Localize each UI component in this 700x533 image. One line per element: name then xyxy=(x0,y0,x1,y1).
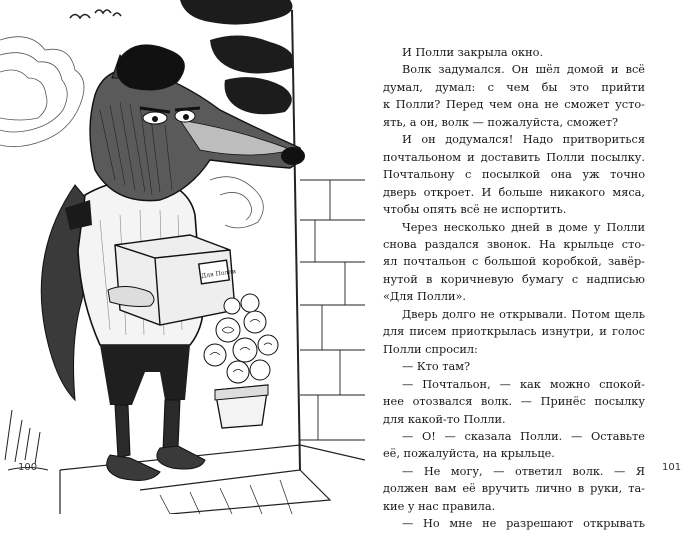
text-line: нее отозвался волк. — Принёс посылку xyxy=(383,395,645,409)
right-page-number: 101 xyxy=(662,462,682,473)
text-line: Почтальону с посылкой она уж точно xyxy=(383,168,645,182)
text-line: Через несколько дней в доме у Полли xyxy=(402,220,645,234)
text-line: для писем приоткрылась изнутри, и голос xyxy=(383,325,645,339)
text-line: снова раздался звонок. На крыльце сто- xyxy=(383,237,645,251)
parcel xyxy=(115,235,236,325)
text-line: Волк задумался. Он шёл домой и всё xyxy=(402,63,645,77)
story-text xyxy=(383,44,645,533)
text-line: должен вам её вручить лично в руки, та- xyxy=(383,482,645,496)
text-line: для какой-то Полли. xyxy=(383,412,506,426)
text-line: — О! — сказала Полли. — Оставьте xyxy=(402,429,645,443)
text-line: — Кто там? xyxy=(402,360,471,374)
grass xyxy=(5,410,48,470)
wolf-trousers xyxy=(100,345,190,405)
house-wall xyxy=(292,10,365,470)
text-line: — Почтальон, — как можно спокой- xyxy=(402,377,645,391)
text-line: дверь откроет. И больше никакого мяса, xyxy=(383,185,645,199)
text-line: почтальоном и доставить Полли посылку. xyxy=(383,150,645,164)
text-line: ял почтальон с большой коробкой, завёр- xyxy=(383,255,645,269)
text-line: кие у нас правила. xyxy=(383,499,496,513)
text-line: — Но мне не разрешают открывать xyxy=(402,517,645,531)
text-line: И Полли закрыла окно. xyxy=(402,46,544,59)
text-line: нутой в коричневую бумагу с надписью xyxy=(383,272,645,286)
text-line: «Для Полли». xyxy=(383,290,467,304)
text-line: думал, думал: с чем бы это прийти xyxy=(383,80,645,94)
text-line: ять, а он, волк — пожалуйста, сможет? xyxy=(383,115,619,129)
text-line: её, пожалуйста, на крыльце. xyxy=(383,447,555,461)
birds-icon xyxy=(70,10,121,18)
text-line: к Полли? Перед чем она не сможет усто- xyxy=(383,98,645,112)
text-line: Дверь долго не открывали. Потом щель xyxy=(402,307,645,321)
text-line: И он додумался! Надо притвориться xyxy=(402,133,645,147)
left-page-number: 100 xyxy=(18,462,38,473)
porch-step xyxy=(60,445,365,514)
text-line: — Не могу, — ответил волк. — Я xyxy=(402,464,645,478)
postman-cap xyxy=(117,44,185,90)
text-line: Полли спросил: xyxy=(383,342,478,356)
parcel-label: Для Полли xyxy=(200,267,237,280)
text-line: чтобы опять всё не испортить. xyxy=(383,203,567,217)
